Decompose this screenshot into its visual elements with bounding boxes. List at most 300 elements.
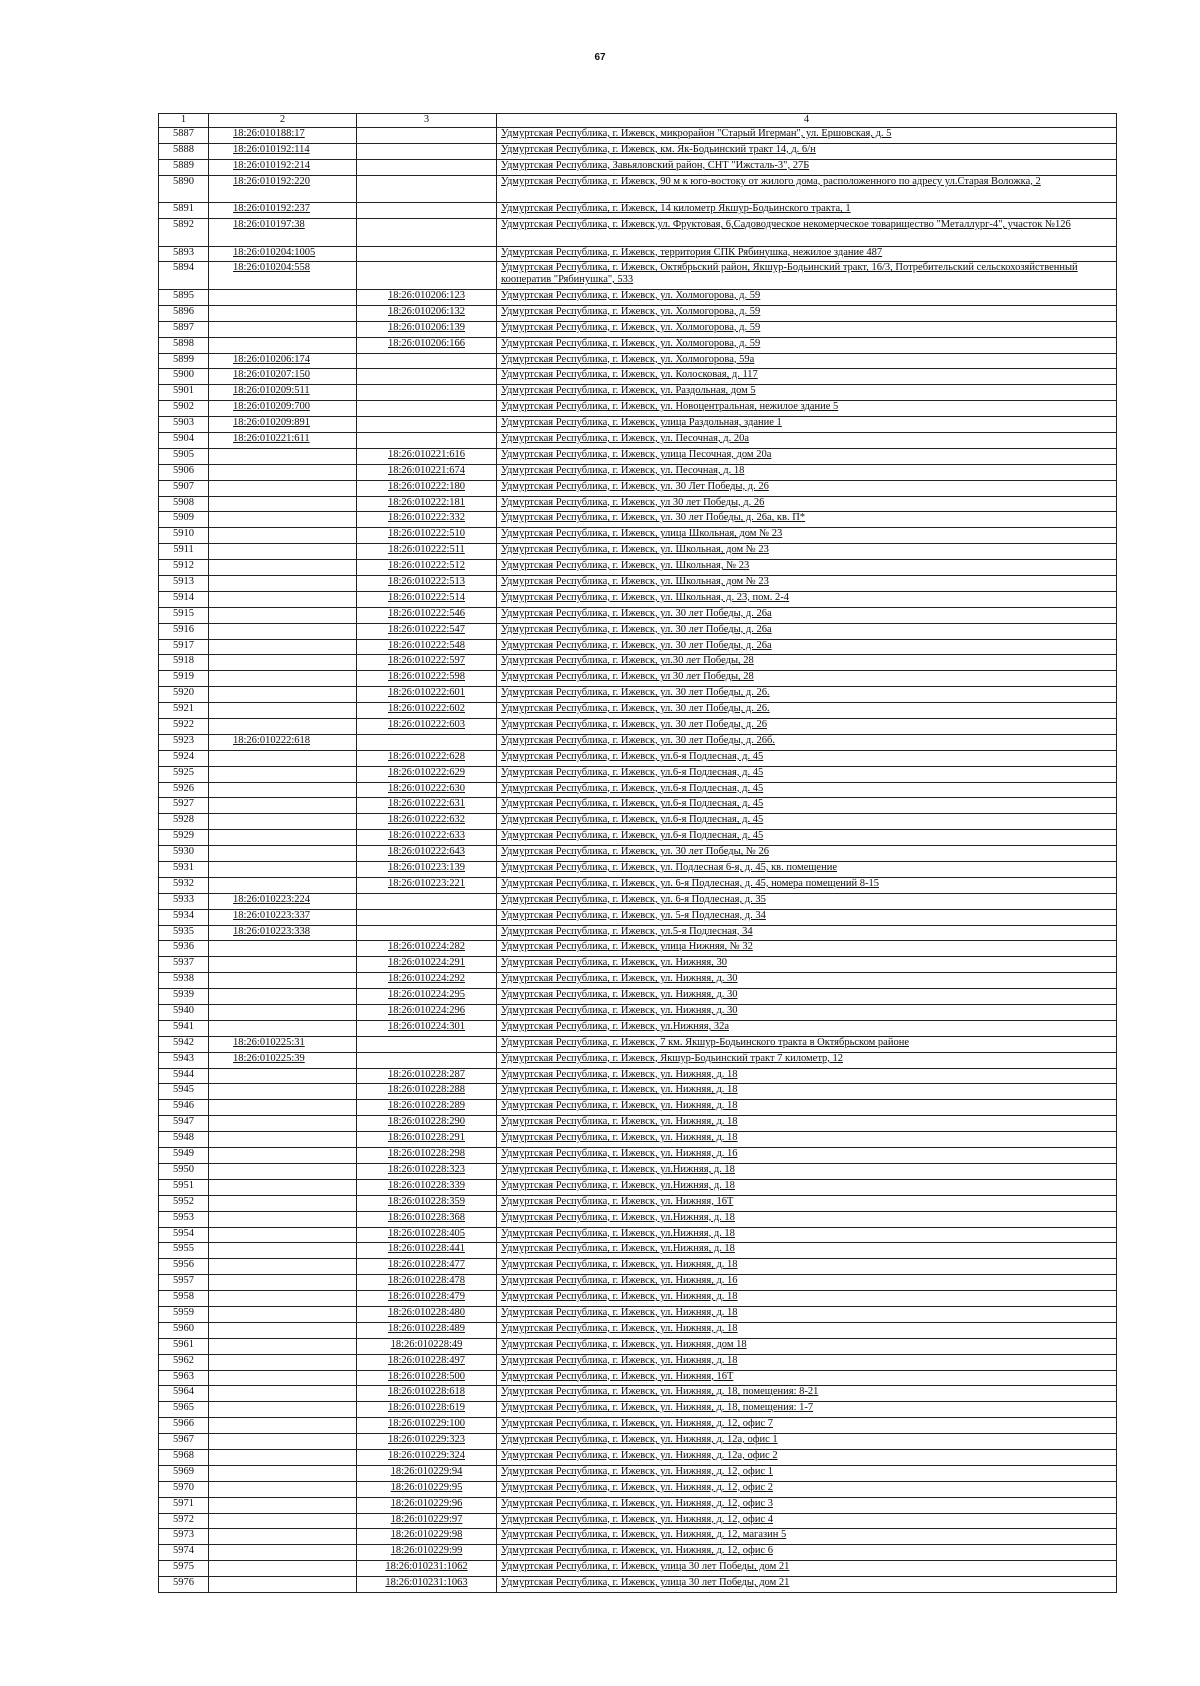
- row-number: [159, 766, 209, 782]
- row-number-text: 5932: [173, 877, 194, 889]
- row-number-text: 5928: [173, 814, 194, 826]
- address-cell-text: Удмуртская Республика, г. Ижевск, ул. Нижняя, д. 12, офис 4: [501, 1513, 774, 1525]
- table-row: [159, 766, 1117, 782]
- row-number: [159, 1163, 209, 1179]
- cadastral-number-col3-text: 18:26:010206:139: [387, 321, 465, 333]
- cadastral-number-col2: [209, 973, 357, 989]
- table-row: [159, 159, 1117, 175]
- address-cell-text: Удмуртская Республика, г. Ижевск, ул. Нижняя, 16Т: [501, 1370, 734, 1382]
- address-cell: [497, 321, 1117, 337]
- address-cell-text: Удмуртская Республика, г. Ижевск, ул. Нижняя, д. 12, магазин 5: [501, 1529, 787, 1541]
- row-number: [159, 337, 209, 353]
- address-cell: [497, 353, 1117, 369]
- cadastral-number-col2: [209, 607, 357, 623]
- row-number-text: 5903: [173, 417, 194, 429]
- address-cell-text: Удмуртская Республика, г. Ижевск, ул. Новоцентральная, нежилое здание 5: [501, 401, 839, 413]
- address-cell-text: Удмуртская Республика, г. Ижевск, ул. Нижняя, д. 18: [501, 1306, 738, 1318]
- cadastral-number-col3: [357, 925, 497, 941]
- row-number: [159, 528, 209, 544]
- table-row: [159, 575, 1117, 591]
- address-cell-text: Удмуртская Республика, г. Ижевск, ул. 6-я Подлесная, д. 45, номера помещений 8-15: [501, 877, 880, 889]
- row-number: [159, 1036, 209, 1052]
- address-cell: [497, 893, 1117, 909]
- address-cell: [497, 591, 1117, 607]
- address-cell: [497, 128, 1117, 144]
- row-number-text: 5894: [173, 262, 194, 274]
- row-number: [159, 159, 209, 175]
- table-row: [159, 1338, 1117, 1354]
- table-row: [159, 782, 1117, 798]
- row-number: [159, 1084, 209, 1100]
- row-number-text: 5947: [173, 1116, 194, 1128]
- cadastral-number-col3: [357, 1418, 497, 1434]
- cadastral-number-col2: [209, 1084, 357, 1100]
- address-cell-text: Удмуртская Республика, г. Ижевск, ул.Нижняя, д. 18: [501, 1243, 735, 1255]
- row-number-text: 5898: [173, 337, 194, 349]
- cadastral-number-col3: [357, 1227, 497, 1243]
- cadastral-number-col2-text: 18:26:010222:618: [233, 734, 311, 746]
- table-row: [159, 1481, 1117, 1497]
- address-cell: [497, 480, 1117, 496]
- table-row: [159, 591, 1117, 607]
- row-number-text: 5930: [173, 846, 194, 858]
- address-cell: [497, 719, 1117, 735]
- row-number: [159, 989, 209, 1005]
- row-number: [159, 846, 209, 862]
- row-number: [159, 1179, 209, 1195]
- cadastral-number-col2: [209, 305, 357, 321]
- row-number-text: 5934: [173, 909, 194, 921]
- row-number: [159, 1434, 209, 1450]
- row-number-text: 5893: [173, 246, 194, 258]
- address-cell-text: Удмуртская Республика, г. Ижевск, ул.Нижняя, д. 18: [501, 1163, 735, 1175]
- cadastral-number-col3: [357, 1195, 497, 1211]
- cadastral-number-col3: [357, 496, 497, 512]
- table-row: [159, 496, 1117, 512]
- address-cell-text: Удмуртская Республика, г. Ижевск, ул.5-я Подлесная, 34: [501, 925, 753, 937]
- cadastral-number-col3: [357, 203, 497, 219]
- cadastral-number-col2: [209, 1243, 357, 1259]
- address-cell-text: Удмуртская Республика, г. Ижевск, ул. Нижняя, 16Т: [501, 1195, 734, 1207]
- cadastral-number-col2: [209, 1306, 357, 1322]
- cadastral-number-col3-text: 18:26:010224:291: [387, 957, 465, 969]
- cadastral-number-col3-text: 18:26:010224:296: [387, 1005, 465, 1017]
- cadastral-number-col3: [357, 417, 497, 433]
- row-number-text: 5897: [173, 321, 194, 333]
- table-row: [159, 719, 1117, 735]
- cadastral-number-col2: [209, 893, 357, 909]
- cadastral-number-col3-text: 18:26:010228:619: [387, 1402, 465, 1414]
- table-row: [159, 337, 1117, 353]
- row-number-text: 5954: [173, 1227, 194, 1239]
- row-number: [159, 353, 209, 369]
- cadastral-number-col3: [357, 623, 497, 639]
- table-row: [159, 989, 1117, 1005]
- row-number: [159, 480, 209, 496]
- address-cell-text: Удмуртская Республика, г. Ижевск, ул 30 лет Победы, 28: [501, 671, 754, 683]
- cadastral-number-col2: [209, 1275, 357, 1291]
- address-cell: [497, 1211, 1117, 1227]
- cadastral-number-col3-text: 18:26:010228:298: [387, 1148, 465, 1160]
- cadastral-number-col3: [357, 1259, 497, 1275]
- cadastral-number-col3-text: 18:26:010223:221: [387, 877, 465, 889]
- address-cell-text: Удмуртская Республика, г. Ижевск, ул. Нижняя, д. 16: [501, 1148, 738, 1160]
- cadastral-number-col3-text: 18:26:010228:479: [387, 1291, 465, 1303]
- address-cell: [497, 1195, 1117, 1211]
- address-cell-text: Удмуртская Республика, г. Ижевск, ул. 30 лет Победы, д. 26а: [501, 623, 772, 635]
- row-number-text: 5891: [173, 203, 194, 215]
- table-row: [159, 262, 1117, 290]
- row-number: [159, 957, 209, 973]
- address-cell: [497, 1259, 1117, 1275]
- address-cell: [497, 798, 1117, 814]
- row-number-text: 5931: [173, 862, 194, 874]
- address-cell-text: Удмуртская Республика, г. Ижевск, 14 километр Якшур-Бодьинского тракта, 1: [501, 203, 851, 215]
- cadastral-number-col3: [357, 1116, 497, 1132]
- cadastral-number-col3: [357, 305, 497, 321]
- address-cell-text: Удмуртская Республика, г. Ижевск, ул. 30 лет Победы, д. 26б.: [501, 734, 775, 746]
- row-number-text: 5927: [173, 798, 194, 810]
- address-cell-text: Удмуртская Республика, г. Ижевск, ул.6-я Подлесная, д. 45: [501, 750, 764, 762]
- address-cell: [497, 1005, 1117, 1021]
- table-row: [159, 1005, 1117, 1021]
- row-number: [159, 401, 209, 417]
- cadastral-number-col3-text: 18:26:010224:292: [387, 973, 465, 985]
- row-number-text: 5920: [173, 687, 194, 699]
- cadastral-number-col3: [357, 862, 497, 878]
- address-cell: [497, 862, 1117, 878]
- row-number: [159, 798, 209, 814]
- table-row: [159, 385, 1117, 401]
- table-row: [159, 321, 1117, 337]
- address-cell: [497, 989, 1117, 1005]
- address-cell: [497, 1020, 1117, 1036]
- address-cell: [497, 1370, 1117, 1386]
- table-row: [159, 369, 1117, 385]
- cadastral-number-col3: [357, 1386, 497, 1402]
- cadastral-number-col3: [357, 1449, 497, 1465]
- cadastral-number-col3-text: 18:26:010231:1063: [385, 1577, 468, 1589]
- address-cell: [497, 1449, 1117, 1465]
- address-cell-text: Удмуртская Республика, г. Ижевск, ул. Нижняя, д. 18: [501, 1100, 738, 1112]
- table-row: [159, 1148, 1117, 1164]
- row-number: [159, 175, 209, 203]
- row-number: [159, 1449, 209, 1465]
- address-cell: [497, 1132, 1117, 1148]
- cadastral-number-col3-text: 18:26:010224:301: [387, 1020, 465, 1032]
- cadastral-number-col3: [357, 814, 497, 830]
- row-number: [159, 671, 209, 687]
- cadastral-number-col2: [209, 1195, 357, 1211]
- row-number-text: 5966: [173, 1418, 194, 1430]
- row-number: [159, 607, 209, 623]
- cadastral-number-col3-text: 18:26:010228:480: [387, 1306, 465, 1318]
- address-cell-text: Удмуртская Республика, г. Ижевск, ул 30 лет Победы, д. 26: [501, 496, 765, 508]
- address-cell-text: Удмуртская Республика, г. Ижевск, ул. Холмогорова, д. 59: [501, 321, 761, 333]
- row-number: [159, 1275, 209, 1291]
- row-number: [159, 1545, 209, 1561]
- cadastral-number-col2: [209, 1370, 357, 1386]
- row-number-text: 5976: [173, 1577, 194, 1589]
- row-number-text: 5923: [173, 734, 194, 746]
- row-number-text: 5963: [173, 1370, 194, 1382]
- address-cell-text: Удмуртская Республика, г. Ижевск, 7 км. Якшур-Бодьинского тракта в Октябрьском районе: [501, 1036, 909, 1048]
- address-cell-text: Удмуртская Республика, г. Ижевск,ул. Фруктовая, 6,Садоводческое некомерческое товарищество "Металлург-4", участок №126: [501, 219, 1071, 231]
- address-cell: [497, 1100, 1117, 1116]
- row-number-text: 5967: [173, 1434, 194, 1446]
- cadastral-number-col2: [209, 798, 357, 814]
- cadastral-number-col3: [357, 480, 497, 496]
- cadastral-number-col2: [209, 1338, 357, 1354]
- address-cell: [497, 750, 1117, 766]
- address-cell-text: Удмуртская Республика, г. Ижевск, ул.6-я Подлесная, д. 45: [501, 814, 764, 826]
- row-number-text: 5913: [173, 575, 194, 587]
- row-number-text: 5909: [173, 512, 194, 524]
- table-row: [159, 1132, 1117, 1148]
- cadastral-number-col3: [357, 1036, 497, 1052]
- address-cell-text: Удмуртская Республика, г. Ижевск, ул. Песочная, д. 18: [501, 464, 745, 476]
- table-row: [159, 1513, 1117, 1529]
- cadastral-number-col3-text: 18:26:010228:497: [387, 1354, 465, 1366]
- row-number-text: 5971: [173, 1497, 194, 1509]
- cadastral-number-col2: [209, 143, 357, 159]
- cadastral-number-col3: [357, 1306, 497, 1322]
- cadastral-number-col2: [209, 1259, 357, 1275]
- address-cell-text: Удмуртская Республика, г. Ижевск, ул. Песочная, д. 20а: [501, 432, 750, 444]
- cadastral-number-col2: [209, 560, 357, 576]
- address-cell-text: Удмуртская Республика, г. Ижевск, ул. Холмогорова, д. 59: [501, 289, 761, 301]
- row-number-text: 5949: [173, 1148, 194, 1160]
- cadastral-number-col3: [357, 369, 497, 385]
- address-cell-text: Удмуртская Республика, г. Ижевск, ул.Нижняя, д. 18: [501, 1179, 735, 1191]
- address-cell-text: Удмуртская Республика, г. Ижевск, ул. Колосковая, д. 117: [501, 369, 758, 381]
- cadastral-number-col2: [209, 909, 357, 925]
- row-number-text: 5921: [173, 703, 194, 715]
- table-row: [159, 1211, 1117, 1227]
- table-row: [159, 1545, 1117, 1561]
- table-row: [159, 1179, 1117, 1195]
- address-cell-text: Удмуртская Республика, г. Ижевск, ул. Нижняя, д. 12, офис 1: [501, 1465, 774, 1477]
- table-row: [159, 1036, 1117, 1052]
- cadastral-number-col2-text: 18:26:010225:31: [233, 1036, 305, 1048]
- table-row: [159, 957, 1117, 973]
- row-number: [159, 203, 209, 219]
- cadastral-number-col3-text: 18:26:010228:405: [387, 1227, 465, 1239]
- row-number: [159, 1291, 209, 1307]
- cadastral-number-col2: [209, 544, 357, 560]
- row-number-text: 5907: [173, 480, 194, 492]
- cadastral-number-col3: [357, 1100, 497, 1116]
- row-number-text: 5906: [173, 464, 194, 476]
- cadastral-number-col2: [209, 1227, 357, 1243]
- address-cell: [497, 1275, 1117, 1291]
- address-cell-text: Удмуртская Республика, г. Ижевск, ул. 30 лет Победы, д. 26: [501, 719, 768, 730]
- row-number: [159, 369, 209, 385]
- row-number-text: 5926: [173, 782, 194, 794]
- cadastral-number-col2: [209, 671, 357, 687]
- cadastral-number-col2-text: 18:26:010221:611: [233, 432, 310, 444]
- address-cell-text: Удмуртская Республика, г. Ижевск, ул. Нижняя, д. 30: [501, 1005, 738, 1017]
- address-cell-text: Удмуртская Республика, г. Ижевск, улица 30 лет Победы, дом 21: [501, 1561, 790, 1573]
- row-number: [159, 1370, 209, 1386]
- table-row: [159, 1370, 1117, 1386]
- cadastral-number-col3-text: 18:26:010222:633: [387, 830, 465, 842]
- cadastral-number-col3-text: 18:26:010222:514: [387, 591, 465, 603]
- cadastral-number-col2: [209, 219, 357, 247]
- table-row: [159, 246, 1117, 262]
- table-row: [159, 893, 1117, 909]
- row-number-text: 5916: [173, 623, 194, 635]
- row-number-text: 5953: [173, 1211, 194, 1223]
- address-cell: [497, 957, 1117, 973]
- cadastral-number-col2: [209, 1116, 357, 1132]
- cadastral-number-col2: [209, 246, 357, 262]
- address-cell-text: Удмуртская Республика, г. Ижевск, ул. Нижняя, д. 18, помещения: 8-21: [501, 1386, 819, 1398]
- cadastral-number-col3: [357, 464, 497, 480]
- cadastral-number-col2: [209, 750, 357, 766]
- address-cell: [497, 830, 1117, 846]
- cadastral-number-col2: [209, 925, 357, 941]
- cadastral-number-col3-text: 18:26:010229:324: [387, 1449, 465, 1461]
- address-cell: [497, 1148, 1117, 1164]
- cadastral-number-col2: [209, 464, 357, 480]
- address-cell: [497, 432, 1117, 448]
- row-number: [159, 830, 209, 846]
- row-number: [159, 1561, 209, 1577]
- row-number: [159, 417, 209, 433]
- row-number-text: 5933: [173, 893, 194, 905]
- row-number: [159, 1211, 209, 1227]
- cadastral-number-col2: [209, 1481, 357, 1497]
- address-cell: [497, 607, 1117, 623]
- cadastral-number-col3: [357, 1052, 497, 1068]
- row-number: [159, 143, 209, 159]
- cadastral-number-col2: [209, 1005, 357, 1021]
- cadastral-number-col3-text: 18:26:010228:290: [387, 1116, 465, 1128]
- table-row: [159, 703, 1117, 719]
- row-number: [159, 1052, 209, 1068]
- address-cell: [497, 289, 1117, 305]
- row-number-text: 5890: [173, 175, 194, 187]
- cadastral-number-col3-text: 18:26:010222:630: [387, 782, 465, 794]
- address-cell: [497, 219, 1117, 247]
- cadastral-number-col3: [357, 734, 497, 750]
- row-number: [159, 909, 209, 925]
- row-number: [159, 655, 209, 671]
- cadastral-number-col3: [357, 607, 497, 623]
- address-cell-text: Удмуртская Республика, г. Ижевск, км. Як-Бодьинский тракт 14, д. 6/н: [501, 143, 816, 155]
- cadastral-number-col3: [357, 941, 497, 957]
- cadastral-number-col3: [357, 1322, 497, 1338]
- table-row: [159, 560, 1117, 576]
- cadastral-number-col3: [357, 1211, 497, 1227]
- address-cell-text: Удмуртская Республика, г. Ижевск, ул.Нижняя, 32а: [501, 1020, 729, 1032]
- address-cell: [497, 203, 1117, 219]
- cadastral-number-col2: [209, 401, 357, 417]
- cadastral-number-col2: [209, 941, 357, 957]
- cadastral-number-col2: [209, 417, 357, 433]
- cadastral-number-col3-text: 18:26:010221:616: [387, 448, 465, 460]
- table-row: [159, 128, 1117, 144]
- cadastral-number-col2: [209, 289, 357, 305]
- row-number: [159, 496, 209, 512]
- address-cell-text: Удмуртская Республика, г. Ижевск, улица 30 лет Победы, дом 21: [501, 1577, 790, 1589]
- address-cell-text: Удмуртская Республика, г. Ижевск, ул. Подлесная 6-я, д. 45, кв. помещение: [501, 862, 837, 874]
- column-header-4: 4: [497, 114, 1117, 128]
- cadastral-number-col2: [209, 385, 357, 401]
- row-number-text: 5970: [173, 1481, 194, 1493]
- cadastral-number-col3-text: 18:26:010222:547: [387, 623, 465, 635]
- row-number: [159, 1529, 209, 1545]
- cadastral-number-col2: [209, 1577, 357, 1593]
- row-number: [159, 862, 209, 878]
- row-number: [159, 1513, 209, 1529]
- address-cell-text: Удмуртская Республика, г. Ижевск, Якшур-Бодьинский тракт 7 километр, 12: [501, 1052, 844, 1064]
- cadastral-number-col2-text: 18:26:010223:224: [233, 893, 311, 905]
- cadastral-number-col3: [357, 528, 497, 544]
- cadastral-number-col3-text: 18:26:010228:49: [390, 1338, 463, 1350]
- cadastral-number-col2: [209, 1402, 357, 1418]
- cadastral-number-col3-text: 18:26:010222:598: [387, 671, 465, 683]
- cadastral-number-col2: [209, 1545, 357, 1561]
- table-row: [159, 1497, 1117, 1513]
- cadastral-number-col3: [357, 639, 497, 655]
- table-row: [159, 219, 1117, 247]
- cadastral-number-col3-text: 18:26:010206:123: [387, 289, 465, 301]
- cadastral-number-col2: [209, 353, 357, 369]
- cadastral-number-col3-text: 18:26:010222:513: [387, 575, 465, 587]
- address-cell-text: Удмуртская Республика, г. Ижевск, ул.Нижняя, д. 18: [501, 1211, 735, 1223]
- row-number: [159, 1100, 209, 1116]
- address-cell-text: Удмуртская Республика, г. Ижевск, ул.6-я Подлесная, д. 45: [501, 766, 764, 778]
- address-cell: [497, 1227, 1117, 1243]
- cadastral-number-col3-text: 18:26:010228:323: [387, 1163, 465, 1175]
- table-row: [159, 1561, 1117, 1577]
- cadastral-number-col3-text: 18:26:010229:99: [390, 1545, 463, 1557]
- row-number-text: 5973: [173, 1529, 194, 1541]
- cadastral-number-col3-text: 18:26:010222:643: [387, 846, 465, 858]
- cadastral-number-col3-text: 18:26:010222:512: [387, 560, 465, 572]
- table-row: [159, 1402, 1117, 1418]
- address-cell: [497, 417, 1117, 433]
- row-number: [159, 385, 209, 401]
- table-row: [159, 1100, 1117, 1116]
- cadastral-number-col3: [357, 1577, 497, 1593]
- row-number: [159, 1068, 209, 1084]
- table-row: [159, 639, 1117, 655]
- address-cell-text: Удмуртская Республика, г. Ижевск, ул. Школьная, № 23: [501, 560, 750, 572]
- row-number-text: 5955: [173, 1243, 194, 1255]
- row-number: [159, 544, 209, 560]
- table-row: [159, 1434, 1117, 1450]
- address-cell-text: Удмуртская Республика, г. Ижевск, ул. 5-я Подлесная, д. 34: [501, 909, 766, 921]
- address-cell-text: Удмуртская Республика, г. Ижевск, ул. 30 Лет Победы, д. 26: [501, 480, 769, 492]
- row-number: [159, 893, 209, 909]
- row-number: [159, 941, 209, 957]
- cadastral-number-col3-text: 18:26:010229:98: [390, 1529, 463, 1541]
- cadastral-number-col3-text: 18:26:010229:96: [390, 1497, 463, 1509]
- address-cell-text: Удмуртская Республика, г. Ижевск, улица Школьная, дом № 23: [501, 528, 783, 540]
- table-row: [159, 1020, 1117, 1036]
- row-number: [159, 877, 209, 893]
- cadastral-number-col3: [357, 289, 497, 305]
- table-row: [159, 401, 1117, 417]
- row-number-text: 5889: [173, 159, 194, 171]
- cadastral-number-col3-text: 18:26:010222:181: [387, 496, 465, 508]
- cadastral-number-col3: [357, 337, 497, 353]
- address-cell: [497, 560, 1117, 576]
- cadastral-number-col3: [357, 798, 497, 814]
